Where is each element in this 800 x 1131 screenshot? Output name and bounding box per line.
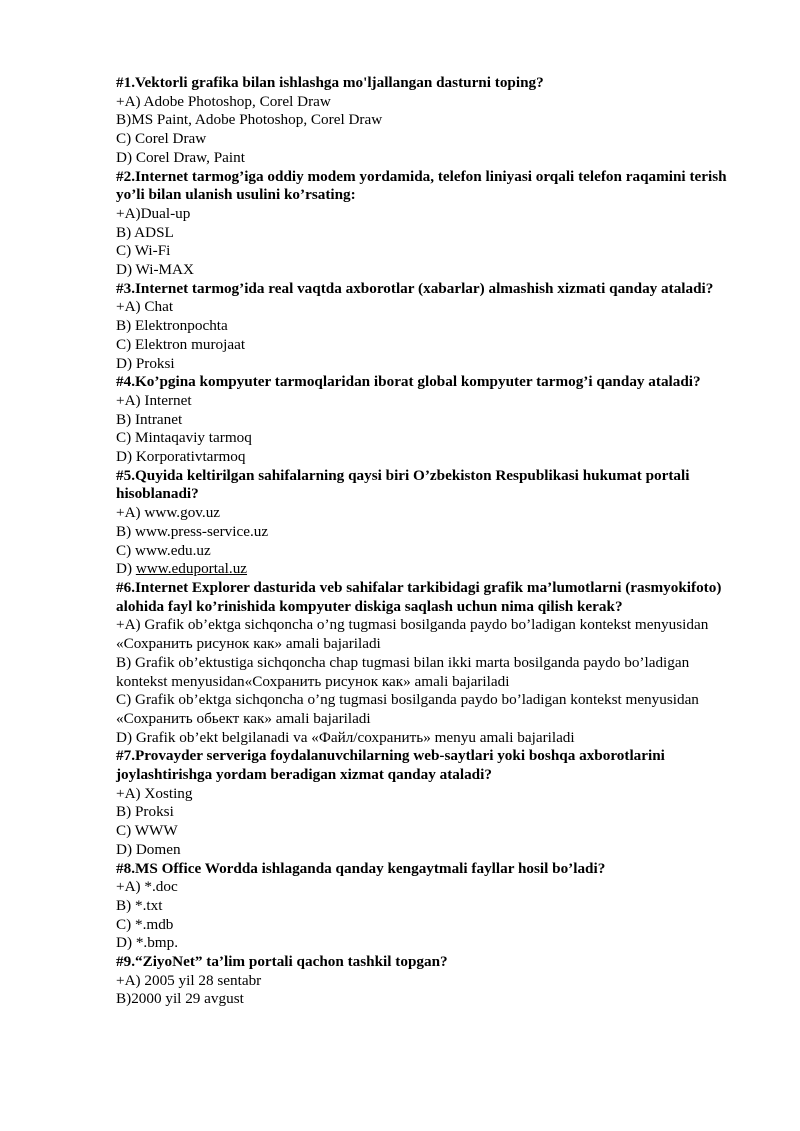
answer-option: B) ADSL — [116, 223, 174, 241]
option-prefix: D) — [116, 560, 136, 578]
question-title: #3.Internet tarmog’ida real vaqtda axborotlar (xabarlar) almashish xizmati qanday ataladi? — [116, 279, 714, 297]
answer-option: C) *.mdb — [116, 915, 174, 933]
answer-option: C) Wi-Fi — [116, 242, 171, 260]
question-title: #9.“ZiyoNet” ta’lim portali qachon tashkil topgan? — [116, 953, 448, 971]
answer-option: +A)Dual-up — [116, 204, 191, 222]
question-3 — [116, 280, 740, 374]
question-8 — [116, 860, 740, 954]
answer-option: D) Corel Draw, Paint — [116, 148, 245, 166]
answer-option: C) Elektron murojaat — [116, 335, 246, 353]
answer-option: +A) 2005 yil 28 sentabr — [116, 971, 262, 989]
answer-option: C) Corel Draw — [116, 130, 207, 148]
answer-option: D) Proksi — [116, 354, 175, 372]
question-9 — [116, 953, 740, 1009]
question-2 — [116, 168, 740, 280]
answer-option: C) Grafik ob’ektga sichqoncha o’ng tugmasi bosilganda paydo bo’ladigan kontekst menyusidan «Сохранить обьект как» amali bajariladi — [116, 691, 699, 727]
answer-option: B) Elektronpochta — [116, 317, 228, 335]
answer-option: B) Proksi — [116, 803, 174, 821]
answer-option: D) Grafik ob’ekt belgilanadi va «Файл/сохранить» menyu amali bajariladi — [116, 728, 575, 746]
question-6 — [116, 579, 740, 747]
answer-option: B) Grafik ob’ektustiga sichqoncha chap tugmasi bilan ikki marta bosilganda paydo bo’ladigan kontekst menyusidan«Сохранить рисунок как» amali bajariladi — [116, 653, 690, 690]
question-title: #2.Internet tarmog’iga oddiy modem yordamida, telefon liniyasi orqali telefon raqamini terish yo’li bilan ulanish usulini ko’rsating: — [116, 167, 727, 204]
answer-option: +A) *.doc — [116, 878, 178, 896]
question-title: #1.Vektorli grafika bilan ishlashga mo'ljallangan dasturni toping? — [116, 74, 544, 91]
answer-option: D) Korporativtarmoq — [116, 448, 246, 466]
answer-option: +A) www.gov.uz — [116, 504, 221, 522]
eduportal-link[interactable]: www.eduportal.uz — [135, 560, 248, 578]
answer-option: B) *.txt — [116, 896, 163, 914]
answer-option: C) WWW — [116, 822, 178, 840]
answer-option: B)MS Paint, Adobe Photoshop, Corel Draw — [116, 111, 383, 129]
answer-option: C) Mintaqaviy tarmoq — [116, 429, 252, 447]
answer-option: D) *.bmp. — [116, 934, 179, 952]
question-7 — [116, 747, 740, 859]
answer-option: C) www.edu.uz — [116, 541, 211, 559]
answer-option: +A) Chat — [116, 298, 174, 316]
answer-option: B)2000 yil 29 avgust — [116, 990, 244, 1008]
answer-option: B) Intranet — [116, 410, 183, 428]
question-title: #8.MS Office Wordda ishlaganda qanday kengaytmali fayllar hosil bo’ladi? — [116, 859, 606, 877]
question-1 — [116, 74, 740, 168]
question-title: #5.Quyida keltirilgan sahifalarning qaysi biri O’zbekiston Respublikasi hukumat portali hisoblanadi? — [116, 466, 690, 503]
answer-option: +A) Xosting — [116, 784, 193, 802]
question-title: #4.Ko’pgina kompyuter tarmoqlaridan iborat global kompyuter tarmog’i qanday ataladi? — [116, 373, 701, 391]
answer-option: +A) Grafik ob’ektga sichqoncha o’ng tugmasi bosilganda paydo bo’ladigan kontekst menyusidan «Сохранить рисунок как» amali bajariladi — [116, 616, 709, 653]
answer-option: +A) Internet — [116, 391, 192, 409]
question-4 — [116, 373, 740, 467]
question-title: #6.Internet Explorer dasturida veb sahifalar tarkibidagi grafik ma’lumotlarni (rasmyokifoto) alohida fayl ko’rinishida kompyuter diskiga saqlash uchun nima qilish kerak? — [116, 578, 722, 615]
answer-option: D) Wi-MAX — [116, 261, 194, 279]
answer-option: B) www.press-service.uz — [116, 522, 269, 540]
question-title: #7.Provayder serveriga foydalanuvchilarning web-saytlari yoki boshqa axborotlarini joylashtirishga yordam beradigan xizmat qanday ataladi? — [116, 747, 665, 784]
answer-option: +A) Adobe Photoshop, Corel Draw — [116, 92, 331, 110]
answer-option-d — [116, 560, 740, 579]
question-5 — [116, 467, 740, 579]
answer-option: D) Domen — [116, 840, 181, 858]
